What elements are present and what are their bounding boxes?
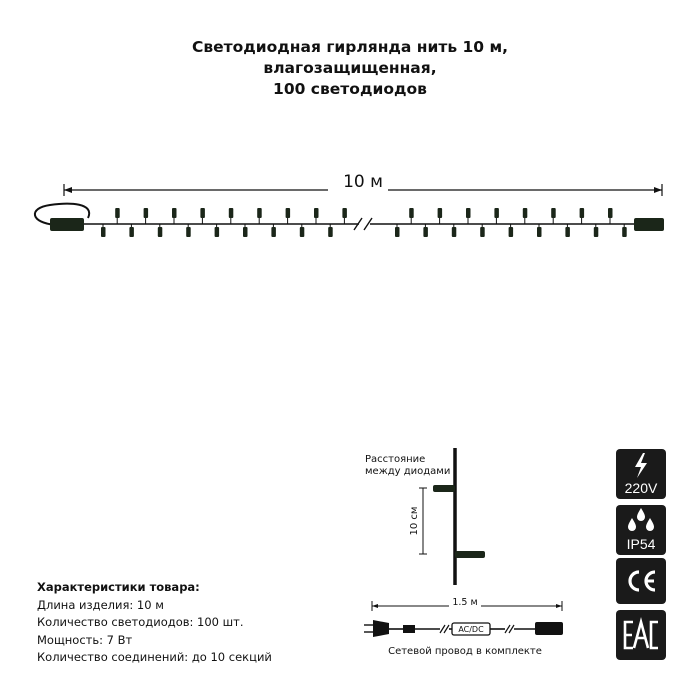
led-diode bbox=[186, 227, 191, 237]
led-diode bbox=[243, 227, 248, 237]
length-dimension bbox=[64, 172, 662, 196]
led-diode bbox=[314, 208, 319, 218]
led-diode bbox=[423, 227, 428, 237]
spacing-dimension bbox=[419, 488, 427, 554]
led-diode bbox=[565, 227, 570, 237]
spacing-caption-line-2: между диодами bbox=[365, 466, 451, 477]
product-title-line-3: 100 светодиодов bbox=[273, 80, 427, 98]
input-connector bbox=[50, 218, 84, 231]
led-diode bbox=[537, 227, 542, 237]
led-diode bbox=[158, 227, 163, 237]
spacing-caption-line-1: Расстояние bbox=[365, 454, 426, 465]
spacing-label: 10 см bbox=[409, 506, 420, 536]
output-connector bbox=[634, 218, 664, 231]
product-specs bbox=[37, 579, 272, 667]
cord-length-dimension bbox=[372, 596, 562, 611]
ce-mark-icon bbox=[616, 558, 666, 604]
led-diode bbox=[580, 208, 585, 218]
power-plug bbox=[364, 620, 389, 637]
led-diode bbox=[608, 208, 613, 218]
voltage-label: 220V bbox=[624, 480, 658, 496]
adapter-label: AC/DC bbox=[458, 625, 484, 634]
cord-length-label: 1.5 м bbox=[452, 597, 478, 608]
led-diode bbox=[101, 227, 106, 237]
led-diode bbox=[200, 208, 205, 218]
led-diode bbox=[144, 208, 149, 218]
led-diode bbox=[257, 208, 262, 218]
spec-power: Мощность: 7 Вт bbox=[37, 632, 133, 647]
led-diode-lower bbox=[455, 551, 485, 558]
led-diode bbox=[409, 208, 414, 218]
led-group bbox=[101, 208, 627, 237]
led-diode bbox=[551, 208, 556, 218]
led-diode bbox=[622, 227, 627, 237]
ce-badge bbox=[616, 558, 666, 604]
led-spacing-diagram bbox=[355, 440, 500, 588]
led-diode bbox=[594, 227, 599, 237]
led-diode bbox=[115, 208, 120, 218]
led-diode bbox=[452, 227, 457, 237]
led-diode-upper bbox=[433, 485, 455, 492]
led-diode bbox=[129, 227, 134, 237]
product-title-line-2: влагозащищенная, bbox=[263, 59, 437, 77]
led-diode bbox=[286, 208, 291, 218]
product-title bbox=[0, 37, 700, 100]
led-diode bbox=[328, 227, 333, 237]
led-diode bbox=[271, 227, 276, 237]
led-diode bbox=[494, 208, 499, 218]
led-diode bbox=[438, 208, 443, 218]
led-diode bbox=[215, 227, 220, 237]
garland-wire bbox=[35, 204, 664, 231]
led-diode bbox=[300, 227, 305, 237]
led-diode bbox=[342, 208, 347, 218]
garland-diagram bbox=[0, 168, 700, 248]
product-title-line-1: Светодиодная гирлянда нить 10 м, bbox=[191, 38, 509, 56]
spec-length: Длина изделия: 10 м bbox=[37, 597, 164, 612]
spec-led-count: Количество светодиодов: 100 шт. bbox=[37, 615, 244, 629]
led-diode bbox=[172, 208, 177, 218]
water-drops-icon bbox=[616, 505, 666, 537]
cord-connector bbox=[535, 622, 563, 635]
power-cord-diagram bbox=[355, 592, 565, 662]
led-diode bbox=[395, 227, 400, 237]
specs-title: Характеристики товара: bbox=[37, 580, 200, 594]
protection-badge bbox=[616, 505, 666, 555]
led-diode bbox=[509, 227, 513, 237]
length-label: 10 м bbox=[343, 172, 383, 192]
eac-mark-icon bbox=[616, 610, 666, 660]
led-diode bbox=[480, 227, 485, 237]
eac-badge bbox=[616, 610, 666, 660]
led-diode bbox=[523, 208, 528, 218]
spec-connections: Количество соединений: до 10 секций bbox=[37, 650, 272, 664]
led-diode bbox=[466, 208, 471, 218]
voltage-badge bbox=[616, 449, 666, 499]
protection-label: IP54 bbox=[626, 536, 656, 552]
cord-caption: Сетевой провод в комплекте bbox=[388, 646, 542, 657]
led-diode bbox=[229, 208, 234, 218]
lightning-icon bbox=[616, 449, 666, 481]
